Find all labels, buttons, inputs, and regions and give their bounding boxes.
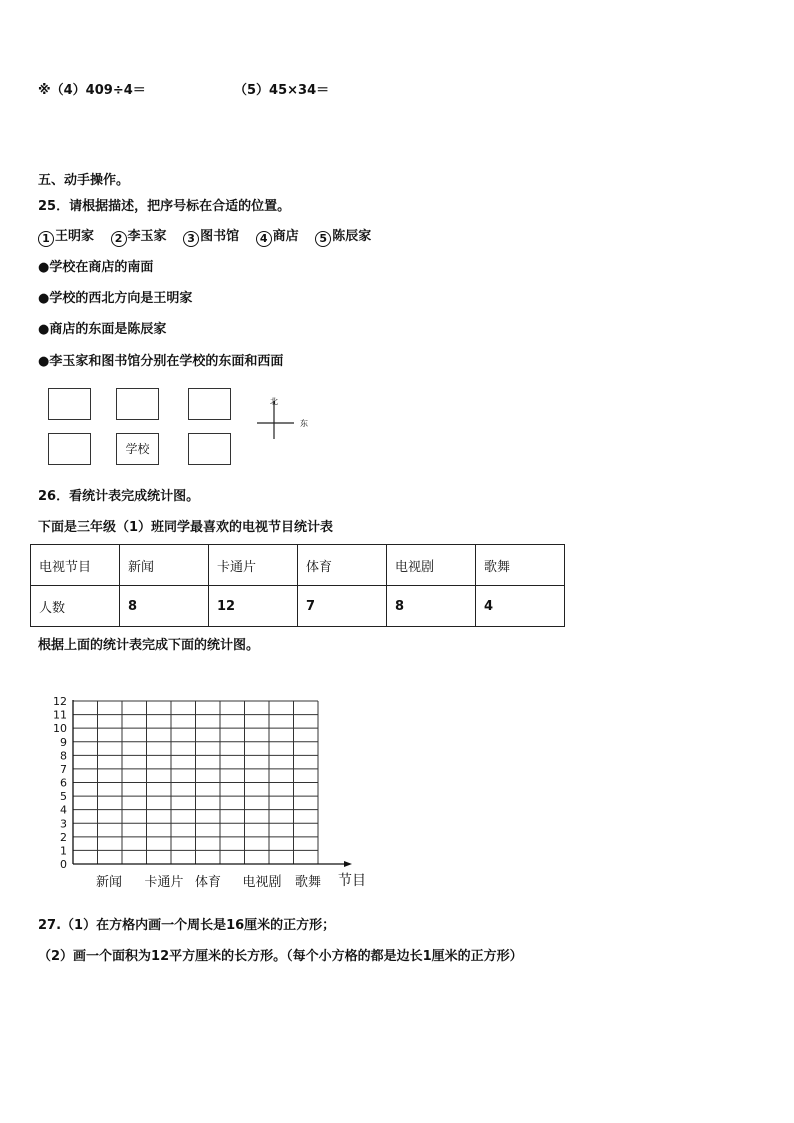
compass-icon: [252, 393, 312, 443]
option-5: 5 陈辰家: [315, 229, 371, 244]
map-box-bottom-right[interactable]: [188, 433, 231, 465]
clue-2: ●学校的西北方向是王明家: [38, 291, 193, 306]
school-label: 学校: [125, 442, 150, 456]
q27-line2: （2）画一个面积为12平方厘米的长方形。（每个小方格的都是边长1厘米的正方形）: [38, 949, 523, 964]
y-tick-label: 10: [53, 722, 67, 736]
y-tick-label: 7: [60, 762, 67, 776]
q26-prompt: 26．看统计表完成统计图。: [38, 489, 200, 504]
option-4: 4 商店: [256, 229, 299, 244]
option-1: 1 王明家: [38, 229, 94, 244]
map-box-school: [116, 433, 159, 465]
table-cell: 电视节目: [31, 545, 120, 586]
table-cell: 12: [209, 586, 298, 627]
x-category-label: 体育: [194, 875, 222, 890]
table-cell: 人数: [31, 586, 120, 627]
y-tick-label: 3: [60, 817, 67, 831]
option-2: 2 李玉家: [111, 229, 167, 244]
clue-4: ●李玉家和图书馆分别在学校的东面和西面: [38, 354, 284, 369]
y-tick-label: 1: [60, 844, 67, 858]
q25-options: [38, 229, 383, 247]
compass-east-label: 东: [300, 419, 308, 428]
map-box-top-right[interactable]: [188, 388, 231, 420]
y-tick-label: 12: [53, 695, 67, 708]
clue-3: ●商店的东面是陈辰家: [38, 322, 167, 337]
table-cell: 卡通片: [209, 545, 298, 586]
x-category-label: 电视剧: [242, 875, 282, 890]
x-category-label: 卡通片: [144, 875, 184, 890]
q25-prompt: 25．请根据描述，把序号标在合适的位置。: [38, 199, 291, 214]
y-tick-label: 11: [53, 708, 67, 722]
stats-table: [30, 544, 565, 627]
calc-item-4: ※（4）409÷4＝: [38, 83, 146, 98]
table-cell: 7: [298, 586, 387, 627]
table-cell: 4: [476, 586, 565, 627]
table-cell: 8: [387, 586, 476, 627]
calc-item-5: （5）45×34＝: [234, 83, 330, 98]
map-box-top-middle[interactable]: [116, 388, 159, 420]
bar-chart-grid[interactable]: [40, 688, 380, 898]
clue-1: ●学校在商店的南面: [38, 260, 154, 275]
table-cell: 新闻: [120, 545, 209, 586]
y-tick-label: 2: [60, 830, 67, 844]
map-box-bottom-left[interactable]: [48, 433, 91, 465]
chart-prompt: 根据上面的统计表完成下面的统计图。: [38, 638, 260, 653]
y-tick-label: 0: [60, 858, 67, 871]
map-box-top-left[interactable]: [48, 388, 91, 420]
q27-line1: 27.（1）在方格内画一个周长是16厘米的正方形；: [38, 918, 336, 933]
table-caption: 下面是三年级（1）班同学最喜欢的电视节目统计表: [38, 520, 334, 535]
y-tick-label: 4: [60, 803, 67, 817]
y-tick-label: 6: [60, 776, 67, 790]
x-category-label: 歌舞: [294, 875, 322, 890]
x-category-label: 新闻: [95, 875, 123, 890]
table-cell: 歌舞: [476, 545, 565, 586]
y-tick-label: 9: [60, 735, 67, 749]
y-tick-label: 8: [60, 749, 67, 763]
x-axis-arrow: [344, 861, 352, 867]
table-row: [31, 545, 565, 586]
table-cell: 体育: [298, 545, 387, 586]
table-cell: 电视剧: [387, 545, 476, 586]
table-cell: 8: [120, 586, 209, 627]
y-tick-label: 5: [60, 790, 67, 804]
table-row: [31, 586, 565, 627]
option-3: 3 图书馆: [183, 229, 239, 244]
compass-north-label: 北: [270, 397, 278, 406]
x-axis-label: 节目: [338, 873, 366, 889]
section-title: 五、动手操作。: [38, 173, 130, 188]
